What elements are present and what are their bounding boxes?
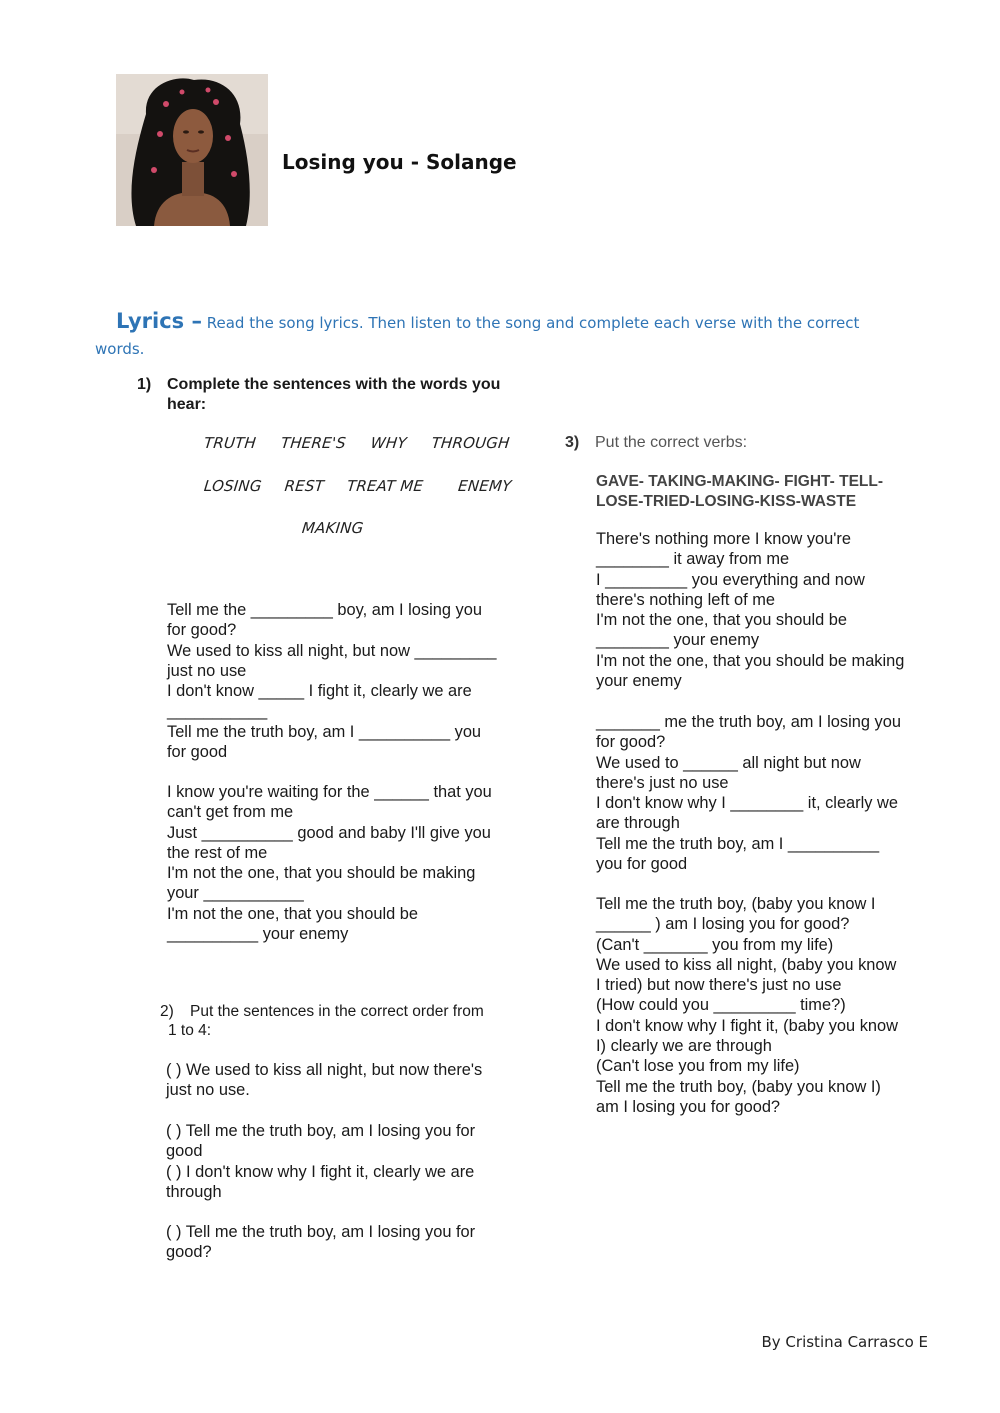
- section1-heading: [137, 375, 537, 415]
- word-losing: LOSING: [203, 477, 263, 495]
- album-cover-image: [116, 74, 268, 226]
- section3-verse1: There's nothing more I know you're ________ it away from me I _________ you everything and now there's nothing left of me I'm not the one, that you should be ________ your enemy I'm not the one, that you should be making your enemy: [596, 530, 905, 691]
- word-treat-me: TREAT ME: [346, 477, 425, 495]
- section3-heading: [565, 434, 747, 452]
- word-through: THROUGH: [430, 434, 511, 452]
- section3-number: 3): [565, 434, 580, 451]
- page-title: Losing you - Solange: [282, 150, 517, 174]
- section2-item-1: ( ) We used to kiss all night, but now there's just no use.: [166, 1061, 483, 1100]
- author-credit: By Cristina Carrasco E: [761, 1333, 928, 1351]
- word-enemy: ENEMY: [457, 477, 513, 495]
- section3-verse2: _______ me the truth boy, am I losing you for good? We used to ______ all night but now there's just no use I don't know why I ________ it, clearly we are through Tell me the truth boy, am I __________ you for good: [596, 713, 901, 874]
- word-truth: TRUTH: [203, 434, 257, 452]
- section2-item-2: ( ) Tell me the truth boy, am I losing you for good ( ) I don't know why I fight it, clearly we are through: [166, 1122, 476, 1201]
- section1-verse1: Tell me the _________ boy, am I losing you for good? We used to kiss all night, but now _________ just no use I don't know _____ I fight it, clearly we are ___________ Tell me the truth boy, am I __________ you for good: [167, 601, 497, 762]
- intro-text: Read the song lyrics. Then listen to the song and complete each verse with the correct words.: [95, 314, 860, 358]
- section3-heading-text: Put the correct verbs:: [595, 434, 748, 451]
- word-bank-row3: [301, 519, 364, 537]
- word-theres: THERE'S: [280, 434, 347, 452]
- section2-heading-text: Put the sentences in the correct order from 1 to 4:: [168, 1003, 484, 1039]
- section3-verb-bank: GAVE- TAKING-MAKING- FIGHT- TELL- LOSE-TRIED-LOSING-KISS-WASTE: [596, 473, 883, 510]
- section2-heading: [160, 1002, 540, 1040]
- word-why: WHY: [369, 434, 408, 452]
- section2-number: 2): [160, 1003, 174, 1020]
- section3-verse3: Tell me the truth boy, (baby you know I ______ ) am I losing you for good? (Can't _______ you from my life) We used to kiss all night, (baby you know I tried) but now there's just no use (How could you _________ time?) I don't know why I fight it, (baby you know I) clearly we are through (Can't lose you from my life) Tell me the truth boy, (baby you know I) am I losing you for good?: [596, 895, 898, 1116]
- word-bank-row2: [203, 477, 512, 495]
- section1-heading-text: Complete the sentences with the words you hear:: [167, 376, 501, 413]
- word-bank-row1: [203, 434, 511, 452]
- section2-item-3: ( ) Tell me the truth boy, am I losing you for good?: [166, 1223, 476, 1262]
- section1-verse2: I know you're waiting for the ______ that you can't get from me Just __________ good and baby I'll give you the rest of me I'm not the one, that you should be making your ___________ I'm not the one, that you should be __________ your enemy: [167, 783, 492, 944]
- word-rest: REST: [283, 477, 326, 495]
- intro-instructions: [95, 308, 875, 362]
- word-making: MAKING: [301, 519, 365, 537]
- section1-number: 1): [137, 376, 152, 393]
- intro-lead: Lyrics –: [116, 309, 202, 333]
